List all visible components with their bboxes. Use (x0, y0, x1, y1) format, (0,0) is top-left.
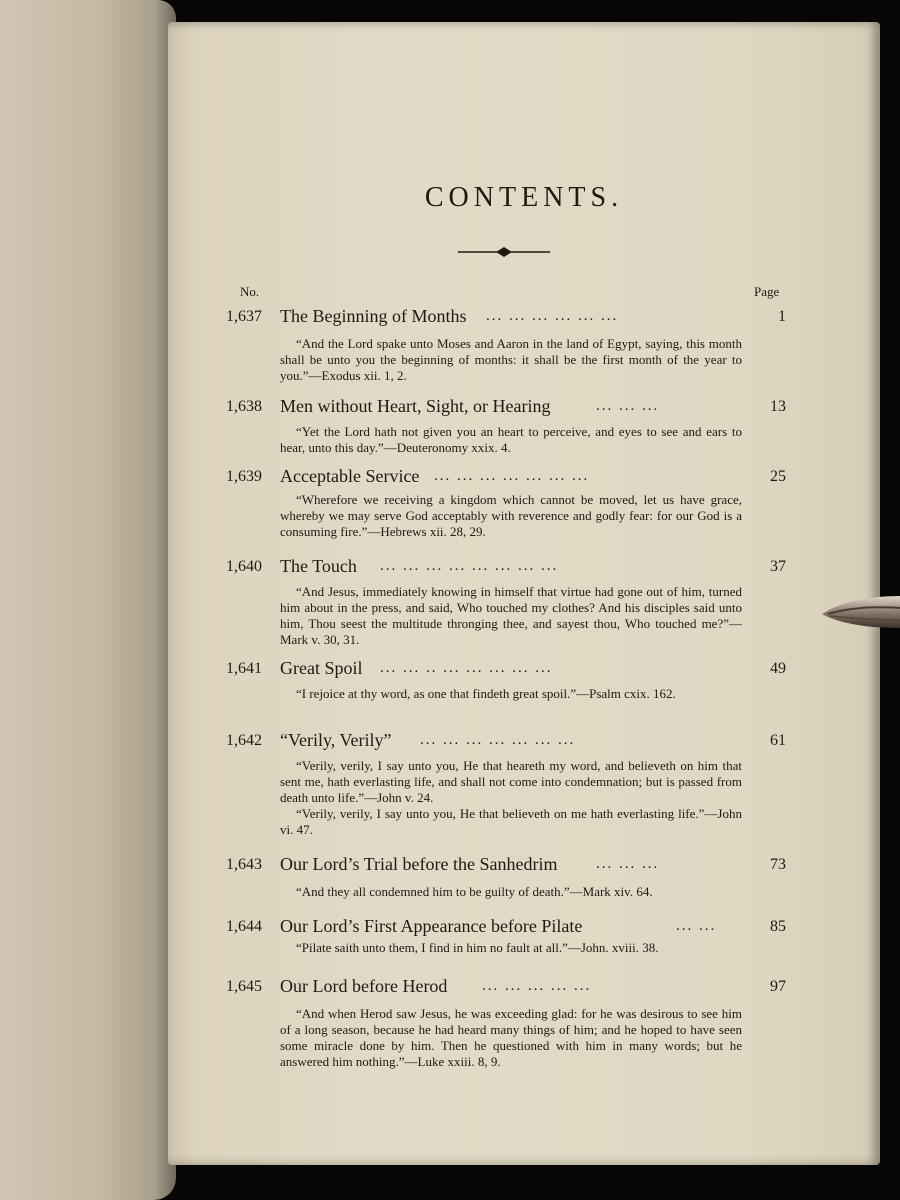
entry-quote (280, 940, 742, 956)
left-page-edge (0, 0, 176, 1200)
leader-dots: ... ... ... (596, 856, 660, 872)
entry-page: 85 (770, 918, 786, 935)
quote-paragraph: “Wherefore we receiving a kingdom which cannot be moved, let us have grace, whereby we may serve God acceptably with reverence and godly fear: for our God is a consuming fire.”—Hebrews xii. 28, 29. (280, 492, 742, 539)
leader-dots: ... ... ... ... ... ... ... ... (380, 558, 559, 574)
entry-quote (280, 884, 742, 900)
quote-paragraph: “Verily, verily, I say unto you, He that believeth on me hath everlasting life.”—John vi. 47. (280, 806, 742, 837)
leader-dots: ... ... ... ... ... ... ... (434, 468, 590, 484)
quote-paragraph: “Pilate saith unto them, I find in him no fault at all.”—John. xviii. 38. (296, 940, 659, 955)
quote-paragraph: “And Jesus, immediately knowing in himself that virtue had gone out of him, turned him about in the press, and said, Who touched my clothes? And his disciples said unto him, Thou seest the multitude thronging thee, and sayest thou, Who touched me?”—Mark v. 30, 31. (280, 584, 742, 647)
entry-title: The Touch (280, 556, 357, 576)
entry-page: 61 (770, 732, 786, 749)
column-header-no: No. (240, 284, 260, 299)
entry-number: 1,644 (226, 918, 262, 935)
entry-number: 1,640 (226, 558, 262, 575)
entry-quote (280, 1006, 742, 1070)
column-header-page: Page (754, 284, 780, 299)
quote-paragraph: “I rejoice at thy word, as one that findeth great spoil.”—Psalm cxix. 162. (296, 686, 676, 701)
quote-paragraph: “And they all condemned him to be guilty of death.”—Mark xiv. 64. (296, 884, 653, 899)
quote-paragraph: “And when Herod saw Jesus, he was exceeding glad: for he was desirous to see him of a long season, because he had heard many things of him; and he hoped to have seen some miracle done by him. Then he questioned with him in many words; but he answered him nothing.”—Luke xxiii. 8, 9. (280, 1006, 742, 1069)
entry-number: 1,643 (226, 856, 262, 873)
quote-paragraph: “Verily, verily, I say unto you, He that heareth my word, and believeth on him that sent me, hath everlasting life, and shall not come into condemnation; but is passed from death unto life.”—John v. 24. (280, 758, 742, 805)
entry-title: Men without Heart, Sight, or Hearing (280, 396, 551, 416)
entry-quote (280, 492, 742, 540)
entry-title: Our Lord’s First Appearance before Pilate (280, 916, 583, 936)
entry-page: 37 (770, 558, 786, 575)
page-title: CONTENTS. (424, 182, 624, 213)
entry-number: 1,642 (226, 732, 262, 749)
leader-dots: ... ... .. ... ... ... ... ... (380, 660, 553, 676)
entry-page: 13 (770, 398, 786, 415)
entry-page: 97 (770, 978, 786, 995)
entry-number: 1,638 (226, 398, 262, 415)
entry-number: 1,641 (226, 660, 262, 677)
leader-dots: ... ... (676, 918, 717, 934)
quote-paragraph: “And the Lord spake unto Moses and Aaron in the land of Egypt, saying, this month shall be unto you the beginning of months: it shall be the first month of the year to you.”—Exodus xii. 1, 2. (280, 336, 742, 383)
leader-dots: ... ... ... ... ... ... (486, 308, 619, 324)
entry-page: 73 (770, 856, 786, 873)
entry-quote (280, 336, 742, 384)
ornament-rule-icon (458, 246, 550, 258)
quote-paragraph: “Yet the Lord hath not given you an heart to perceive, and eyes to see and ears to hear, unto this day.”—Deuteronomy xxix. 4. (280, 424, 742, 455)
entry-title: Our Lord’s Trial before the Sanhedrim (280, 854, 558, 874)
entry-title: “Verily, Verily” (280, 730, 392, 750)
entry-page: 49 (770, 660, 786, 677)
leader-dots: ... ... ... (596, 398, 660, 414)
entry-page: 25 (770, 468, 786, 485)
pen-nib-icon (820, 594, 900, 630)
entry-title: Acceptable Service (280, 466, 420, 486)
leader-dots: ... ... ... ... ... (482, 978, 592, 994)
entry-title: The Beginning of Months (280, 306, 467, 326)
entry-number: 1,639 (226, 468, 262, 485)
entry-page: 1 (778, 308, 786, 325)
entry-quote (280, 424, 742, 456)
entry-quote (280, 686, 742, 702)
entry-title: Our Lord before Herod (280, 976, 448, 996)
entry-number: 1,645 (226, 978, 262, 995)
book-page (168, 22, 880, 1165)
leader-dots: ... ... ... ... ... ... ... (420, 732, 576, 748)
entry-title: Great Spoil (280, 658, 363, 678)
entry-quote (280, 758, 742, 838)
entry-quote (280, 584, 742, 648)
entry-number: 1,637 (226, 308, 262, 325)
